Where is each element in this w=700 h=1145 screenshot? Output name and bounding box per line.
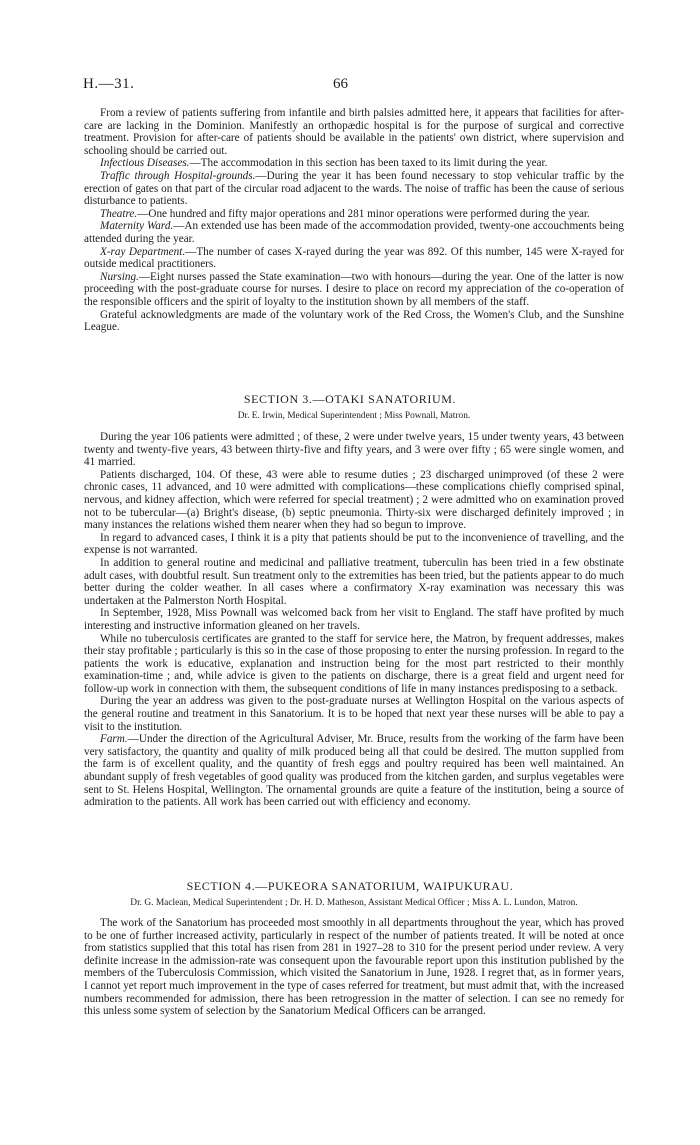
paragraph-text: —Eight nurses passed the State examination—two with honours—during the year. One of the latter is now proceeding with the post-graduate course for nurses. I desire to place on record my appreciation of the co-operation of the responsible officers and the spirit of loyalty to the institution shown by all members of the staff. — [84, 270, 624, 308]
paragraph-lead: Farm. — [100, 733, 128, 746]
section-3-heading: SECTION 3.—OTAKI SANATORIUM. — [243, 392, 457, 406]
paragraph-text: —An extended use has been made of the accommodation provided, twenty-one accouchments being attended during the year. — [84, 220, 624, 245]
paragraph-text: Grateful acknowledgments are made of the voluntary work of the Red Cross, the Women's Club, and the Sunshine League. — [84, 308, 624, 334]
paragraph-text: During the year 106 patients were admitted ; of these, 2 were under twelve years, 15 under twenty years, 43 between twenty and twenty-five years, 43 between thirty-five and fifty years, and 3 were over fifty ; 65 were single women, and 41 married. — [84, 431, 624, 469]
paragraph — [84, 532, 624, 557]
hospital-report-block — [84, 107, 624, 334]
paragraph-lead: Infectious Diseases. — [100, 157, 190, 170]
paragraph-lead: Nursing. — [100, 270, 139, 283]
paragraph-text: In September, 1928, Miss Pownall was welcomed back from her visit to England. The staff have profited by much interesting and instructive information gleaned on her travels. — [84, 607, 624, 632]
paragraph — [84, 469, 624, 532]
paragraph — [84, 170, 624, 208]
section-4-staff-line: Dr. G. Maclean, Medical Superintendent ; Dr. H. D. Matheson, Assistant Medical Officer ; Miss A. L. Lundon, Matron. — [130, 898, 578, 908]
page-number: 66 — [333, 76, 348, 92]
paragraph — [84, 633, 624, 696]
paragraph — [84, 220, 624, 245]
paragraph-text: From a review of patients suffering from infantile and birth palsies admitted here, it appears that facilities for after-care are lacking in the Dominion. Manifestly an orthopædic hospital is for the purpose of surgical and corrective treatment. Provision for after-care of patients should be available in the patients' own district, where supervision and schooling should be carried out. — [84, 107, 624, 157]
paragraph — [84, 107, 624, 157]
paragraph — [84, 607, 624, 632]
paragraph-lead: X-ray Department. — [100, 245, 186, 258]
paragraph — [84, 695, 624, 733]
paragraph-lead: Theatre. — [100, 207, 138, 220]
paragraph — [84, 917, 624, 1018]
paragraph — [84, 208, 624, 221]
paragraph — [84, 733, 624, 809]
paragraph-lead: Maternity Ward. — [100, 220, 174, 233]
paragraph-text: —Under the direction of the Agricultural Adviser, Mr. Bruce, results from the working of the farm have been very satisfactory, the quantity and quality of milk produced being all that could be desired. The mutton supplied from the farm is of excellent quality, and the quantity of fresh eggs and poultry required has been well maintained. An abundant supply of fresh vegetables of good quality was produced from the kitchen garden, and surplus vegetables were sent to St. Helens Hospital, Wellington. The ornamental grounds are quite a feature of the institution, being a source of admiration to the patients. All work has been carried out with efficiency and economy. — [84, 733, 624, 809]
paragraph-text: Patients discharged, 104. Of these, 43 were able to resume duties ; 23 discharged unimproved (of these 2 were chronic cases, 11 advanced, and 10 were admitted with complications—these complications chiefly comprised spinal, nervous, and kidney affection, which were referred for special treatment) ; 2 were admitted who on examination proved not to be tubercular—(a) Bright's disease, (b) septic pneumonia. Thirty-six were discharged definitely improved ; in many instances the relations wished them nearer when they had so begun to improve. — [84, 468, 624, 532]
paragraph-text: While no tuberculosis certificates are granted to the staff for service here, the Matron, by frequent addresses, makes their stay profitable ; particularly is this so in the case of those proposing to enter the nursing profession. In regard to the patients the work is educative, explanation and instruction being for the most part restricted to their monthly examination-time ; and, while advice is given to the patients on discharge, there is a great field and urgent need for follow-up work in connection with them, the subsequent conditions of life in many instances predisposing to a setback. — [84, 632, 624, 695]
section-4-body — [84, 917, 624, 1018]
paragraph — [84, 431, 624, 469]
paragraph-text: —The number of cases X-rayed during the year was 892. Of this number, 145 were X-rayed for outside medical practitioners. — [84, 245, 624, 271]
paragraph-text: In addition to general routine and medicinal and palliative treatment, tuberculin has been tried in a few obstinate adult cases, with doubtful result. Sun treatment only to the extremities has been tried, but the patients appear to do much better during the colder weather. In all cases where a confirmatory X-ray examination was necessary this was undertaken at the Palmerston North Hospital. — [84, 556, 624, 607]
paragraph — [84, 309, 624, 334]
paragraph — [84, 157, 624, 170]
section-4-heading: SECTION 4.—PUKEORA SANATORIUM, WAIPUKURAU. — [186, 879, 514, 893]
page-reference: H.—31. — [83, 76, 135, 92]
paragraph-text: In regard to advanced cases, I think it is a pity that patients should be put to the inconvenience of travelling, and the expense is not warranted. — [84, 531, 624, 557]
paragraph — [84, 246, 624, 271]
paragraph-text: —The accommodation in this section has been taxed to its limit during the year. — [189, 157, 548, 170]
paragraph-text: —During the year it has been found necessary to stop vehicular traffic by the erection of gates on that part of the circular road adjacent to the wards. The noise of traffic has been the cause of serious disturbance to patients. — [84, 169, 624, 208]
paragraph-text: During the year an address was given to the post-graduate nurses at Wellington Hospital on the various aspects of the general routine and treatment in this Sanatorium. It is to be hoped that next year these nurses will be able to pay a visit to the institution. — [84, 695, 624, 733]
paragraph-lead: Traffic through Hospital-grounds. — [100, 169, 256, 182]
section-3-body — [84, 431, 624, 809]
paragraph-text: The work of the Sanatorium has proceeded most smoothly in all departments throughout the year, which has proved to be one of further increased activity, particularly in respect of the number of patients treated. It will be noted at once from statistics supplied that this total has risen from 281 in 1927–28 to 310 for the present period under review. A very definite increase in the admission-rate was consequent upon the favourable report upon this institution published by the members of the Tuberculosis Commission, which visited the Sanatorium in June, 1928. I regret that, as in former years, I cannot yet report much improvement in the type of cases referred for treatment, but must admit that, with the increased numbers recommended for admission, there has been retrogression in the matter of selection. I can see no remedy for this unless some system of selection by the Sanatorium Medical Officers can be arranged. — [84, 917, 624, 1018]
section-3-staff-line: Dr. E. Irwin, Medical Superintendent ; Miss Pownall, Matron. — [237, 411, 471, 421]
paragraph — [84, 271, 624, 309]
paragraph-text: —One hundred and fifty major operations and 281 minor operations were performed during the year. — [137, 207, 590, 220]
paragraph — [84, 557, 624, 607]
